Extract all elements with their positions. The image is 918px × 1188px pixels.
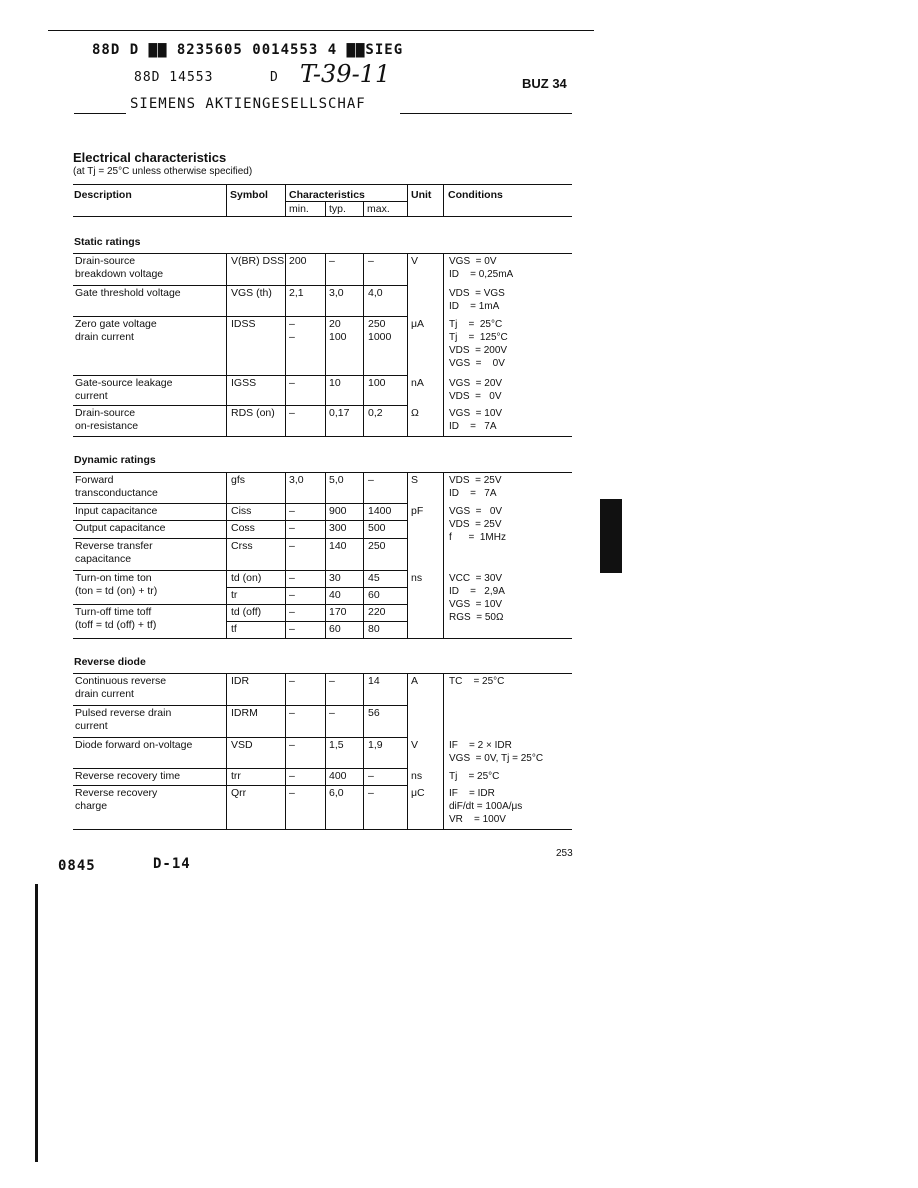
table-cell-unit: ns — [411, 572, 423, 584]
col-min: min. — [289, 203, 309, 215]
column-rule — [443, 253, 444, 436]
col-typ: typ. — [329, 203, 346, 215]
header-code-line: 88D D ▇▇ 8235605 0014553 4 ▇▇SIEG — [92, 42, 404, 58]
table-cell-sym: IDR — [231, 675, 250, 687]
table-cell-cond: VGS = 0V VDS = 25V f = 1MHz — [449, 506, 506, 543]
column-rule — [226, 472, 227, 638]
side-tab-marker — [600, 499, 622, 573]
table-cell-desc: Drain-source on-resistance — [75, 407, 139, 432]
table-cell-typ: 300 — [329, 522, 347, 534]
table-cell-sym: IDSS — [231, 318, 256, 330]
row-rule — [73, 604, 407, 605]
table-cell-typ: – — [329, 707, 335, 719]
column-rule — [363, 253, 364, 436]
table-cell-desc: Forward transconductance — [75, 474, 158, 499]
table-cell-typ: 20 100 — [329, 318, 347, 343]
table-cell-max: 100 — [368, 377, 386, 389]
table-cell-typ: – — [329, 675, 335, 687]
table-cell-typ: 10 — [329, 377, 341, 389]
table-cell-unit: pF — [411, 505, 424, 517]
table-cell-sym: td (on) — [231, 572, 262, 584]
table-cell-typ: 1,5 — [329, 739, 344, 751]
table-cell-sym: tr — [231, 589, 238, 601]
table-cell-min: – — [289, 623, 295, 635]
table-cell-typ: 6,0 — [329, 787, 344, 799]
row-rule — [226, 587, 407, 588]
row-rule — [73, 285, 407, 286]
table-cell-cond: IF = IDR diF/dt = 100A/μs VR = 100V — [449, 788, 523, 825]
table-cell-sym: IDRM — [231, 707, 258, 719]
table-cell-typ: 170 — [329, 606, 347, 618]
row-rule — [73, 570, 407, 571]
row-rule — [73, 375, 407, 376]
part-number: BUZ 34 — [522, 76, 567, 91]
table-cell-max: – — [368, 474, 374, 486]
row-rule — [73, 405, 407, 406]
table-cell-desc: Turn-on time ton (ton = td (on) + tr) — [75, 572, 158, 597]
column-rule — [443, 472, 444, 638]
footer-code-left: 0845 — [58, 858, 96, 874]
table-cell-sym: tf — [231, 623, 237, 635]
table-cell-typ: – — [329, 255, 335, 267]
table-cell-cond: VGS = 0V ID = 0,25mA — [449, 256, 514, 280]
column-rule — [226, 253, 227, 436]
top-rule — [48, 30, 594, 31]
row-rule — [73, 768, 407, 769]
table-cell-max: 0,2 — [368, 407, 383, 419]
table-cell-unit: V — [411, 255, 419, 267]
table-cell-min: – — [289, 572, 295, 584]
table-cell-unit: S — [411, 474, 419, 486]
table-cell-min: – — [289, 770, 295, 782]
table-cell-min: – — [289, 787, 295, 799]
company-rule-left — [74, 113, 126, 114]
table-cell-desc: Reverse transfer capacitance — [75, 540, 153, 565]
table-cell-unit: μA — [411, 318, 425, 330]
table-cell-max: 1400 — [368, 505, 392, 517]
group-bottom-rule — [73, 436, 572, 437]
col-symbol: Symbol — [230, 189, 268, 201]
table-cell-desc: Pulsed reverse drain current — [75, 707, 172, 732]
row-rule — [73, 538, 407, 539]
section-static: Static ratings — [74, 236, 141, 248]
row-rule — [73, 785, 407, 786]
section-reverse-diode: Reverse diode — [74, 656, 146, 668]
table-cell-max: 500 — [368, 522, 386, 534]
column-rule — [443, 673, 444, 829]
table-cell-min: 3,0 — [289, 474, 304, 486]
company-name: SIEMENS AKTIENGESELLSCHAF — [130, 96, 366, 112]
table-cell-max: 56 — [368, 707, 380, 719]
table-cell-max: 4,0 — [368, 287, 383, 299]
table-cell-max: 14 — [368, 675, 380, 687]
table-cell-typ: 3,0 — [329, 287, 344, 299]
table-cell-sym: Qrr — [231, 787, 247, 799]
table-cell-sym: IGSS — [231, 377, 257, 389]
col-characteristics: Characteristics — [289, 189, 365, 201]
table-cell-sym: VGS (th) — [231, 287, 272, 299]
column-rule — [325, 673, 326, 829]
table-cell-max: – — [368, 255, 374, 267]
col-description: Description — [74, 189, 132, 201]
table-cell-min: – — [289, 589, 295, 601]
table-cell-cond: TC = 25°C — [449, 676, 505, 687]
table-cell-desc: Drain-source breakdown voltage — [75, 255, 164, 280]
table-cell-unit: nA — [411, 377, 424, 389]
col-conditions: Conditions — [448, 189, 503, 201]
table-cell-desc: Input capacitance — [75, 505, 158, 517]
column-rule — [325, 472, 326, 638]
section-subtitle: (at Tj = 25°C unless otherwise specified) — [73, 166, 253, 177]
column-rule — [226, 673, 227, 829]
row-rule — [73, 705, 407, 706]
footer-code-right: D-14 — [153, 856, 191, 872]
group-top-rule — [73, 253, 572, 254]
table-cell-cond: VGS = 10V ID = 7A — [449, 408, 503, 432]
table-cell-min: – — [289, 606, 295, 618]
table-cell-typ: 5,0 — [329, 474, 344, 486]
column-rule — [285, 253, 286, 436]
table-cell-typ: 400 — [329, 770, 347, 782]
table-cell-min: – — [289, 707, 295, 719]
table-cell-max: 250 1000 — [368, 318, 392, 343]
table-cell-cond: VGS = 20V VDS = 0V — [449, 378, 503, 402]
col-max: max. — [367, 203, 390, 215]
page-number: 253 — [556, 848, 573, 859]
table-cell-unit: μC — [411, 787, 425, 799]
table-cell-typ: 30 — [329, 572, 341, 584]
table-cell-cond: IF = 2 × IDR VGS = 0V, Tj = 25°C — [449, 740, 544, 764]
column-rule — [325, 253, 326, 436]
table-cell-max: 80 — [368, 623, 380, 635]
table-cell-cond: VCC = 30V ID = 2,9A VGS = 10V RGS = 50Ω — [449, 573, 505, 623]
table-cell-min: – — [289, 522, 295, 534]
table-cell-min: – — [289, 675, 295, 687]
row-rule — [73, 520, 407, 521]
row-rule — [73, 737, 407, 738]
section-title: Electrical characteristics — [73, 150, 227, 165]
col-unit: Unit — [411, 189, 432, 201]
section-dynamic: Dynamic ratings — [74, 454, 156, 466]
column-rule — [285, 673, 286, 829]
table-cell-min: – — [289, 505, 295, 517]
table-cell-max: 220 — [368, 606, 386, 618]
table-cell-sym: trr — [231, 770, 241, 782]
table-cell-desc: Gate threshold voltage — [75, 287, 181, 299]
row-rule — [73, 316, 407, 317]
table-cell-sym: Ciss — [231, 505, 252, 517]
table-cell-desc: Diode forward on-voltage — [75, 739, 193, 751]
group-bottom-rule — [73, 638, 572, 639]
table-cell-cond: VDS = 25V ID = 7A — [449, 475, 502, 499]
table-cell-desc: Continuous reverse drain current — [75, 675, 167, 700]
table-cell-sym: V(BR) DSS — [231, 255, 285, 267]
column-rule — [285, 472, 286, 638]
column-rule — [407, 472, 408, 638]
scan-edge-line — [35, 884, 38, 1162]
table-cell-typ: 40 — [329, 589, 341, 601]
table-cell-unit: Ω — [411, 407, 419, 419]
table-cell-sym: gfs — [231, 474, 246, 486]
table-cell-min: – — [289, 407, 295, 419]
table-cell-sym: RDS (on) — [231, 407, 275, 419]
table-cell-sym: Coss — [231, 522, 255, 534]
table-cell-unit: ns — [411, 770, 423, 782]
row-rule — [73, 503, 407, 504]
handwritten-note: T-39-11 — [300, 60, 391, 88]
table-cell-typ: 60 — [329, 623, 341, 635]
column-rule — [407, 253, 408, 436]
table-cell-typ: 140 — [329, 540, 347, 552]
table-cell-min: – – — [289, 318, 295, 343]
table-cell-desc: Output capacitance — [75, 522, 166, 534]
table-cell-max: 1,9 — [368, 739, 383, 751]
table-cell-min: – — [289, 540, 295, 552]
table-cell-cond: VDS = VGS ID = 1mA — [449, 288, 505, 312]
table-cell-max: – — [368, 787, 374, 799]
column-rule — [407, 673, 408, 829]
column-rule — [363, 472, 364, 638]
table-cell-sym: VSD — [231, 739, 253, 751]
table-cell-max: – — [368, 770, 374, 782]
table-cell-desc: Reverse recovery charge — [75, 787, 158, 812]
company-rule-right — [400, 113, 572, 114]
table-cell-typ: 900 — [329, 505, 347, 517]
table-cell-max: 250 — [368, 540, 386, 552]
table-cell-max: 45 — [368, 572, 380, 584]
group-bottom-rule — [73, 829, 572, 830]
table-cell-desc: Zero gate voltage drain current — [75, 318, 157, 343]
table-cell-sym: td (off) — [231, 606, 262, 618]
table-cell-desc: Gate-source leakage current — [75, 377, 173, 402]
table-cell-unit: V — [411, 739, 419, 751]
table-cell-min: – — [289, 377, 295, 389]
table-cell-desc: Turn-off time toff (toff = td (off) + tf) — [75, 606, 157, 631]
header-ref-d: D — [270, 70, 279, 85]
row-rule — [226, 621, 407, 622]
table-cell-min: – — [289, 739, 295, 751]
table-cell-cond: Tj = 25°C Tj = 125°C VDS = 200V VGS = 0V — [449, 319, 508, 369]
table-cell-sym: Crss — [231, 540, 253, 552]
table-cell-unit: A — [411, 675, 419, 687]
table-cell-min: 2,1 — [289, 287, 304, 299]
column-rule — [363, 673, 364, 829]
table-cell-desc: Reverse recovery time — [75, 770, 181, 782]
table-cell-typ: 0,17 — [329, 407, 350, 419]
header-ref-code: 88D 14553 — [134, 70, 214, 85]
table-cell-max: 60 — [368, 589, 380, 601]
table-cell-min: 200 — [289, 255, 307, 267]
group-top-rule — [73, 472, 572, 473]
table-cell-cond: Tj = 25°C — [449, 771, 500, 782]
group-top-rule — [73, 673, 572, 674]
